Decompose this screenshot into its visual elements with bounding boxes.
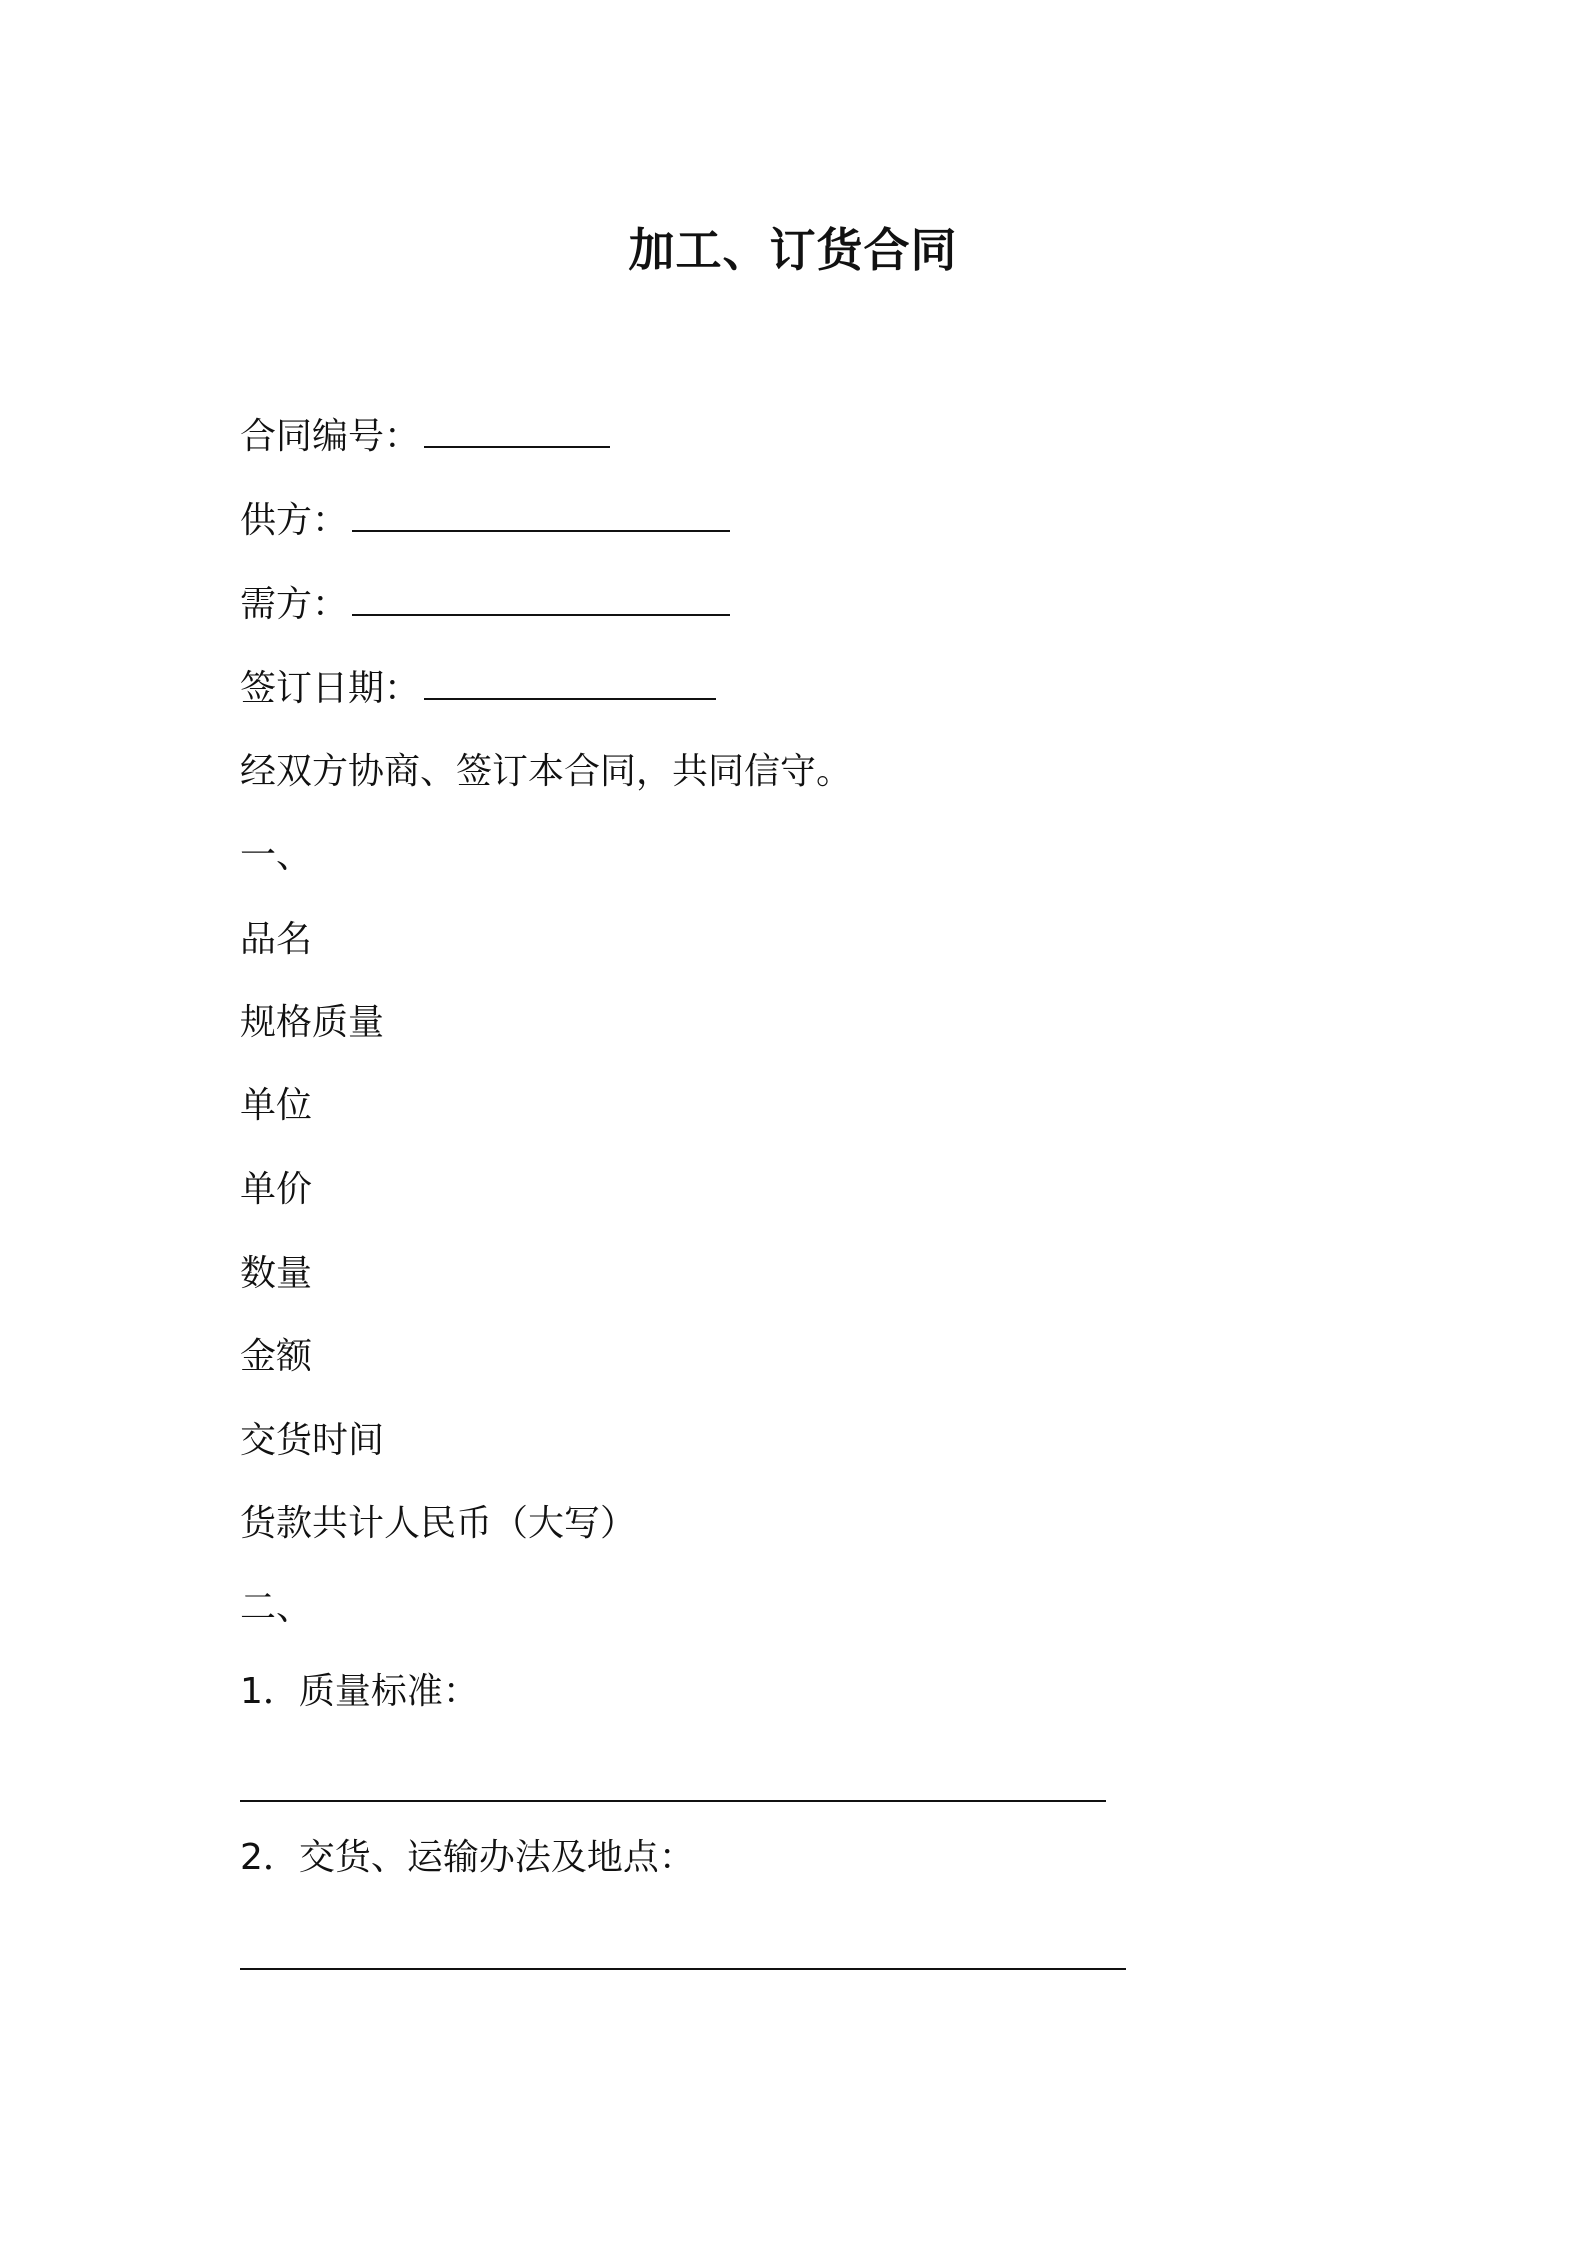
item-quantity: 数量 <box>240 1253 313 1294</box>
supplier-label: 供方： <box>240 500 349 541</box>
contract-number-line <box>240 412 610 461</box>
item-product-name: 品名 <box>240 919 313 960</box>
supplier-blank <box>352 496 730 532</box>
buyer-line <box>240 580 730 629</box>
item-spec-quality: 规格质量 <box>240 1002 385 1043</box>
item-amount: 金额 <box>240 1336 313 1377</box>
clause-quality-standard: 1．质量标准： <box>240 1671 479 1712</box>
buyer-blank <box>352 580 730 616</box>
item-unit-price: 单价 <box>240 1169 313 1210</box>
contract-number-label: 合同编号： <box>240 416 421 457</box>
item-total-rmb: 货款共计人民币（大写） <box>240 1503 637 1544</box>
supplier-line <box>240 496 730 545</box>
sign-date-blank <box>424 664 716 700</box>
document-title: 加工、订货合同 <box>628 223 958 277</box>
section-one-heading: 一、 <box>240 835 313 876</box>
item-unit: 单位 <box>240 1085 313 1126</box>
sign-date-line <box>240 664 716 713</box>
item-delivery-time: 交货时间 <box>240 1420 385 1461</box>
clause-delivery-transport: 2．交货、运输办法及地点： <box>240 1837 695 1878</box>
delivery-transport-blank <box>240 1968 1126 1970</box>
section-two-heading: 二、 <box>240 1587 313 1628</box>
intro-paragraph: 经双方协商、签订本合同，共同信守。 <box>240 751 853 792</box>
quality-standard-blank <box>240 1800 1106 1802</box>
contract-number-blank <box>424 412 610 448</box>
sign-date-label: 签订日期： <box>240 668 421 709</box>
buyer-label: 需方： <box>240 584 349 625</box>
